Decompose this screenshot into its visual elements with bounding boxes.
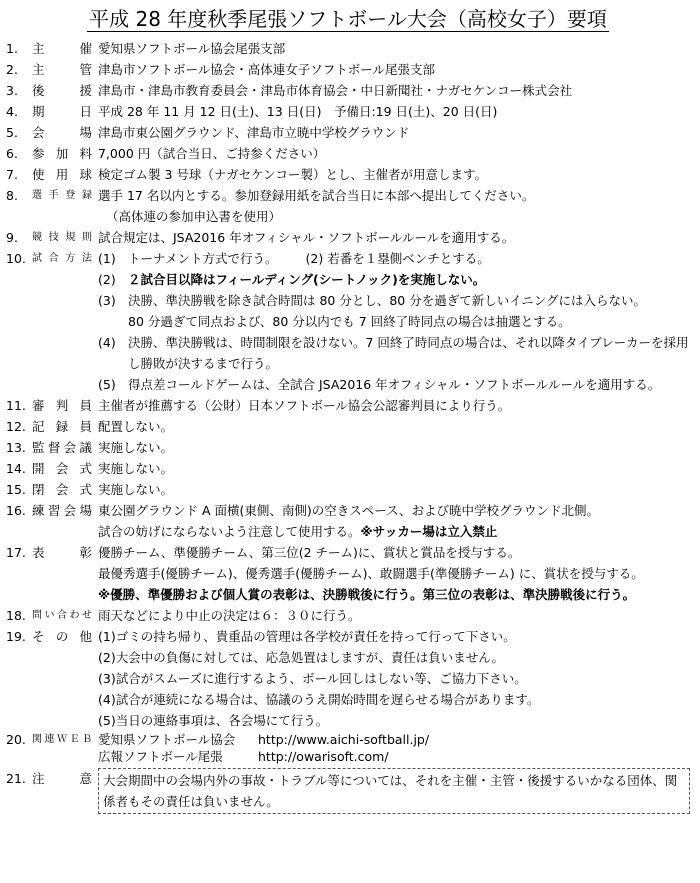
item-label: 表 彰 xyxy=(32,545,92,560)
item-text-continued: （高体連の参加申込書を使用） xyxy=(106,209,282,224)
rule-number: (1) xyxy=(98,251,116,266)
item-text: 7,000 円（試合当日、ご持参ください） xyxy=(98,146,326,161)
item-label: 試合方法 xyxy=(32,253,92,264)
item-8 xyxy=(6,185,690,227)
item-15 xyxy=(6,479,690,500)
item-number: 21. xyxy=(6,771,26,786)
item-label: 参 加 料 xyxy=(32,146,92,161)
item-number: 5. xyxy=(6,125,18,140)
rule-text-continued: 80 分過ぎて同点および、80 分以内でも 7 回終了時同点の場合は抽選とする。 xyxy=(128,314,571,329)
item-label: そ の 他 xyxy=(32,629,92,644)
item-text: 東公園グラウンド A 面横(東側、南側)の空きスペース、および暁中学校グラウンド北側。 xyxy=(98,503,600,518)
item-label: 関連ＷＥＢ xyxy=(32,734,92,745)
item-3 xyxy=(6,80,690,101)
item-label: 問い合わせ xyxy=(32,610,92,621)
rule-number: (4) xyxy=(98,335,116,350)
item-text: 津島市・津島市教育委員会・津島市体育協会・中日新聞社・ナガセケンコー株式会社 xyxy=(98,83,573,98)
item-text: 優勝チーム、準優勝チーム、第三位(2 チーム)に、賞状と賞品を授与する。 xyxy=(98,545,521,560)
item-number: 15. xyxy=(6,482,26,497)
item-label: 記 録 員 xyxy=(32,419,92,434)
method-rule-4 xyxy=(98,332,690,374)
item-number: 9. xyxy=(6,230,18,245)
web-url-link[interactable]: http://owarisoft.com/ xyxy=(258,749,389,764)
item-number: 10. xyxy=(6,251,26,266)
disclaimer-box: 大会期間中の会場内外の事故・トラブル等については、それを主催・主管・後援するいかなる団体、関係者もその責任は負いません。 xyxy=(98,768,690,814)
item-7 xyxy=(6,164,690,185)
rule-text: 決勝、準決勝戦は、時間制限を設けない。7 回終了時同点の場合は、それ以降タイブレーカーを採用し勝敗が決するまで行う。 xyxy=(128,335,689,371)
item-label: 審 判 員 xyxy=(32,398,92,413)
item-number: 13. xyxy=(6,440,26,455)
rule-number: (2) xyxy=(305,251,324,266)
item-text: 愛知県ソフトボール協会尾張支部 xyxy=(98,41,286,56)
web-link-row xyxy=(98,731,690,748)
item-text: 津島市東公園グラウンド、津島市立暁中学校グラウンド xyxy=(98,125,410,140)
item-1 xyxy=(6,38,690,59)
document-title: 平成 28 年度秋季尾張ソフトボール大会（高校女子）要項 xyxy=(89,7,607,31)
item-label: 注 意 xyxy=(32,771,92,786)
item-label: 主 催 xyxy=(32,41,92,56)
item-number: 12. xyxy=(6,419,26,434)
item-21 xyxy=(6,768,690,814)
note-2: (2)大会中の負傷に対しては、応急処置はしますが、責任は負いません。 xyxy=(98,650,504,665)
rule-text: 得点差コールドゲームは、全試合 JSA2016 年オフィシャル・ソフトボールルールを適用する。 xyxy=(128,377,661,392)
rule-number: (5) xyxy=(98,377,116,392)
item-text-continued: 最優秀選手(優勝チーム)、優秀選手(優勝チーム)、敢闘選手(準優勝チーム) に、賞状を授与する。 xyxy=(98,566,644,581)
item-label: 後 援 xyxy=(32,83,92,98)
warning-text: ※サッカー場は立入禁止 xyxy=(360,524,498,539)
item-text: 試合規定は、JSA2016 年オフィシャル・ソフトボールルールを適用する。 xyxy=(98,230,515,245)
note-3: (3)試合がスムーズに進行するよう、ボール回しはしない等、ご協力下さい。 xyxy=(98,671,527,686)
item-14 xyxy=(6,458,690,479)
web-link-row xyxy=(98,748,690,765)
item-text: 平成 28 年 11 月 12 日(土)、13 日(日) 予備日:19 日(土)、20 日(日) xyxy=(98,104,498,119)
item-11 xyxy=(6,395,690,416)
item-text: 配置しない。 xyxy=(98,419,174,434)
method-rule-2 xyxy=(98,269,690,290)
item-4 xyxy=(6,101,690,122)
item-number: 19. xyxy=(6,629,26,644)
item-text: 実施しない。 xyxy=(98,440,174,455)
rule-text: 決勝、準決勝戦を除き試合時間は 80 分とし、80 分を過ぎて新しいイニングには入らない。 xyxy=(128,293,646,308)
item-number: 4. xyxy=(6,104,18,119)
item-label: 会 場 xyxy=(32,125,92,140)
method-rule-5 xyxy=(98,374,690,395)
item-12 xyxy=(6,416,690,437)
item-number: 3. xyxy=(6,83,18,98)
rule-number: (3) xyxy=(98,293,116,308)
item-number: 18. xyxy=(6,608,26,623)
item-label: 監督会議 xyxy=(32,440,92,455)
item-number: 7. xyxy=(6,167,18,182)
rule-text: ２試合目以降はフィールディング(シートノック)を実施しない。 xyxy=(128,272,486,287)
rule-number: (2) xyxy=(98,272,116,287)
item-label: 使 用 球 xyxy=(32,167,92,182)
item-label: 開 会 式 xyxy=(32,461,92,476)
item-number: 17. xyxy=(6,545,26,560)
web-url-link[interactable]: http://www.aichi-softball.jp/ xyxy=(258,732,430,747)
item-text: 検定ゴム製 3 号球（ナガセケンコー製）とし、主催者が用意します。 xyxy=(98,167,488,182)
item-5 xyxy=(6,122,690,143)
item-number: 20. xyxy=(6,732,26,747)
item-2 xyxy=(6,59,690,80)
note-1: (1)ゴミの持ち帰り、貴重品の管理は各学校が責任を持って行って下さい。 xyxy=(98,629,516,644)
web-site-name: 愛知県ソフトボール協会 xyxy=(98,732,236,747)
item-text: 雨天などにより中止の決定は６：３０に行う。 xyxy=(98,608,361,623)
item-10 xyxy=(6,248,690,395)
item-13 xyxy=(6,437,690,458)
item-text: 選手 17 名以内とする。参加登録用紙を試合当日に本部へ提出してください。 xyxy=(98,188,535,203)
item-number: 11. xyxy=(6,398,26,413)
item-number: 16. xyxy=(6,503,26,518)
item-text: 実施しない。 xyxy=(98,482,174,497)
item-text: 実施しない。 xyxy=(98,461,174,476)
item-text-continued: 試合の妨げにならないよう注意して使用する。 xyxy=(98,524,361,539)
item-label: 選手登録 xyxy=(32,190,92,201)
method-rule-1 xyxy=(98,248,690,269)
method-rule-3 xyxy=(98,290,690,332)
rule-text: トーナメント方式で行う。 xyxy=(128,251,278,266)
item-16 xyxy=(6,500,690,542)
item-number: 2. xyxy=(6,62,18,77)
item-18 xyxy=(6,605,690,626)
item-20 xyxy=(6,731,690,765)
rule-text: 若番を１塁側ベンチとする。 xyxy=(327,251,490,266)
item-number: 8. xyxy=(6,188,18,203)
item-17 xyxy=(6,542,690,605)
item-number: 14. xyxy=(6,461,26,476)
item-6 xyxy=(6,143,690,164)
item-label: 期 日 xyxy=(32,104,92,119)
item-label: 練習会場 xyxy=(32,503,92,518)
item-text: 主催者が推薦する（公財）日本ソフトボール協会公認審判員により行う。 xyxy=(98,398,511,413)
item-19 xyxy=(6,626,690,731)
item-label: 競技規則 xyxy=(32,232,92,243)
item-9 xyxy=(6,227,690,248)
award-note: ※優勝、準優勝および個人賞の表彰は、決勝戦後に行う。第三位の表彰は、準決勝戦後に行う。 xyxy=(98,587,636,602)
note-5: (5)当日の連絡事項は、各会場にて行う。 xyxy=(98,713,329,728)
item-text: 津島市ソフトボール協会・高体連女子ソフトボール尾張支部 xyxy=(98,62,436,77)
item-label: 主 管 xyxy=(32,62,92,77)
web-site-name: 広報ソフトボール尾張 xyxy=(98,749,223,764)
item-number: 1. xyxy=(6,41,18,56)
item-number: 6. xyxy=(6,146,18,161)
item-label: 閉 会 式 xyxy=(32,482,92,497)
note-4: (4)試合が連続になる場合は、協議のうえ開始時間を遅らせる場合があります。 xyxy=(98,692,540,707)
